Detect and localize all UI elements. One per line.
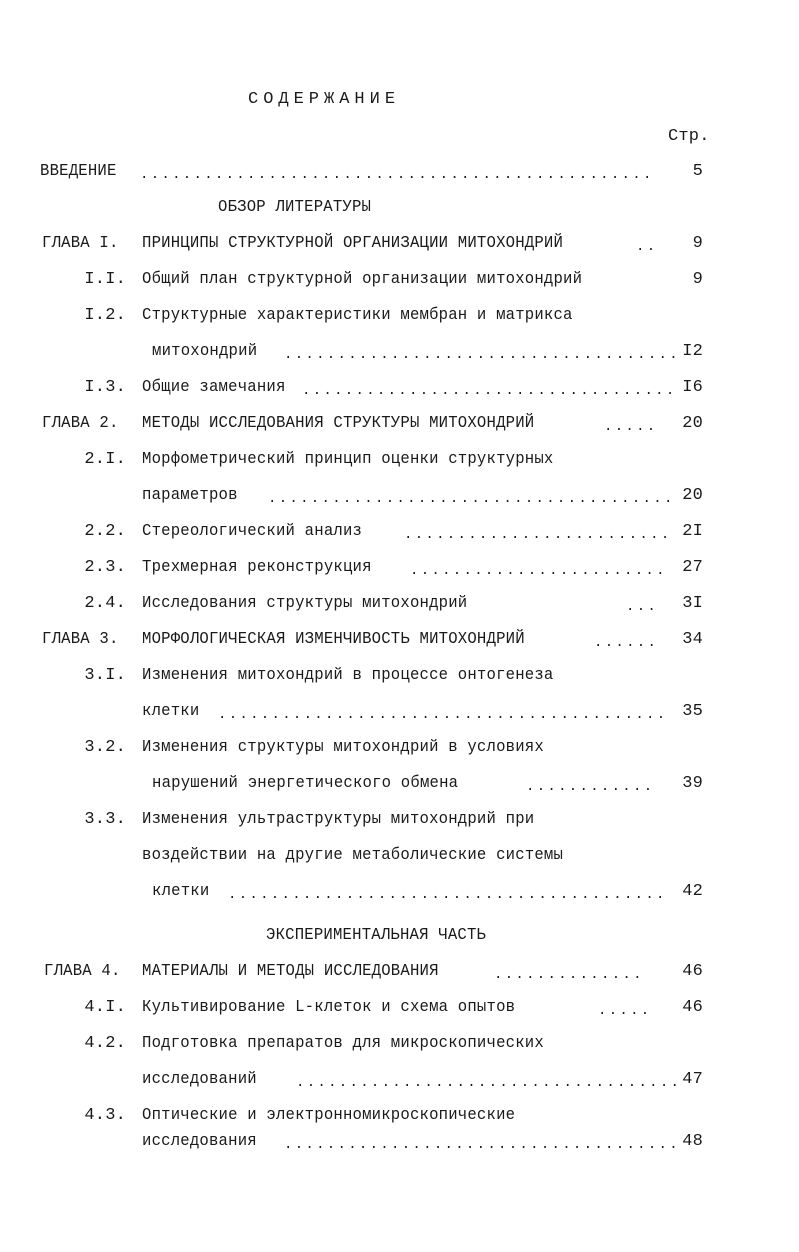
toc-leader-dots: ..........................................: [218, 707, 668, 723]
toc-entry-text: Структурные характеристики мембран и матрикса: [142, 306, 573, 325]
toc-entry-text: Культивирование L-клеток и схема опытов: [142, 998, 516, 1017]
toc-page-number: 5: [692, 162, 703, 181]
toc-section-number: 2.I.: [84, 450, 126, 469]
toc-entry-text-continued: клетки: [152, 882, 210, 901]
toc-section-number: 4.I.: [84, 998, 126, 1017]
toc-page-number: 46: [682, 998, 703, 1017]
toc-leader-dots: ...................................: [302, 383, 677, 399]
toc-section-number: I.3.: [84, 378, 126, 397]
toc-leader-dots: ........................: [410, 563, 667, 579]
toc-entry-text-continued: исследования: [142, 1132, 257, 1151]
page-column-header: Стр.: [668, 127, 710, 146]
toc-page-number: 20: [682, 486, 703, 505]
toc-page-number: 9: [692, 234, 703, 253]
toc-page-number: 42: [682, 882, 703, 901]
toc-entry-text: Общий план структурной организации митохондрий: [142, 270, 583, 289]
toc-leader-dots: ......: [594, 635, 659, 651]
toc-entry-text: МЕТОДЫ ИССЛЕДОВАНИЯ СТРУКТУРЫ МИТОХОНДРИЙ: [142, 414, 535, 433]
toc-entry-text-continued: нарушений энергетического обмена: [152, 774, 459, 793]
toc-section-number: 3.2.: [84, 738, 126, 757]
toc-page-number: 46: [682, 962, 703, 981]
toc-leader-dots: ....................................: [296, 1075, 682, 1091]
toc-section-number: I.2.: [84, 306, 126, 325]
toc-leader-dots: ...: [626, 599, 659, 615]
toc-page-number: 34: [682, 630, 703, 649]
toc-entry-text: МОРФОЛОГИЧЕСКАЯ ИЗМЕНЧИВОСТЬ МИТОХОНДРИЙ: [142, 630, 525, 649]
toc-entry-text: Изменения структуры митохондрий в условиях: [142, 738, 544, 757]
toc-entry-text: Изменения митохондрий в процессе онтогенеза: [142, 666, 554, 685]
toc-page-number: I6: [682, 378, 703, 397]
toc-leader-dots: .........................................: [228, 887, 667, 903]
toc-page-number: 2I: [682, 522, 703, 541]
section-heading-experimental-part: ЭКСПЕРИМЕНТАЛЬНАЯ ЧАСТЬ: [266, 926, 487, 945]
toc-entry-text-continued: воздействии на другие метаболические системы: [142, 846, 564, 865]
toc-leader-dots: ..............: [494, 967, 644, 983]
page-title: СОДЕРЖАНИЕ: [248, 90, 401, 109]
toc-entry-text: ВВЕДЕНИЕ: [40, 162, 117, 181]
toc-chapter-number: ГЛАВА I.: [42, 234, 119, 253]
toc-entry-text-continued: митохондрий: [152, 342, 258, 361]
toc-section-number: 3.I.: [84, 666, 126, 685]
toc-entry-text: Подготовка препаратов для микроскопических: [142, 1034, 544, 1053]
toc-leader-dots: .....................................: [284, 1137, 680, 1153]
toc-entry-text: МАТЕРИАЛЫ И МЕТОДЫ ИССЛЕДОВАНИЯ: [142, 962, 439, 981]
toc-page-number: 48: [682, 1132, 703, 1151]
toc-page-number: 47: [682, 1070, 703, 1089]
toc-entry-text-continued: исследований: [142, 1070, 257, 1089]
toc-leader-dots: ......................................: [268, 491, 675, 507]
toc-entry-text: Исследования структуры митохондрий: [142, 594, 468, 613]
toc-chapter-number: ГЛАВА 2.: [42, 414, 119, 433]
toc-page-number: 27: [682, 558, 703, 577]
toc-entry-text: Морфометрический принцип оценки структурных: [142, 450, 554, 469]
toc-entry-text: Стереологический анализ: [142, 522, 363, 541]
toc-entry-text: Изменения ультраструктуры митохондрий при: [142, 810, 535, 829]
toc-section-number: 3.3.: [84, 810, 126, 829]
toc-page-number: 39: [682, 774, 703, 793]
toc-entry-text-continued: клетки: [142, 702, 200, 721]
toc-chapter-number: ГЛАВА 4.: [44, 962, 121, 981]
toc-page-number: 20: [682, 414, 703, 433]
toc-section-number: 4.2.: [84, 1034, 126, 1053]
toc-leader-dots: .....................................: [284, 347, 680, 363]
toc-section-number: 2.3.: [84, 558, 126, 577]
toc-section-number: 2.2.: [84, 522, 126, 541]
toc-leader-dots: ............: [526, 779, 655, 795]
toc-leader-dots: ................................................: [140, 167, 654, 183]
toc-entry-text: Оптические и электронномикроскопические: [142, 1106, 516, 1125]
toc-leader-dots: .....: [604, 419, 658, 435]
toc-entry-text-continued: параметров: [142, 486, 238, 505]
toc-entry-text: Трехмерная реконструкция: [142, 558, 372, 577]
toc-chapter-number: ГЛАВА 3.: [42, 630, 119, 649]
toc-entry-text: Общие замечания: [142, 378, 286, 397]
toc-leader-dots: .....: [598, 1003, 652, 1019]
toc-leader-dots: ..: [636, 239, 658, 255]
toc-page-number: I2: [682, 342, 703, 361]
toc-page-number: 3I: [682, 594, 703, 613]
toc-section-number: 4.3.: [84, 1106, 126, 1125]
toc-entry-text: ПРИНЦИПЫ СТРУКТУРНОЙ ОРГАНИЗАЦИИ МИТОХОНДРИЙ: [142, 234, 564, 253]
section-heading-literature-review: ОБЗОР ЛИТЕРАТУРЫ: [218, 198, 372, 217]
toc-section-number: I.I.: [84, 270, 126, 289]
toc-page-number: 35: [682, 702, 703, 721]
toc-leader-dots: .........................: [404, 527, 672, 543]
toc-section-number: 2.4.: [84, 594, 126, 613]
toc-page-number: 9: [692, 270, 703, 289]
